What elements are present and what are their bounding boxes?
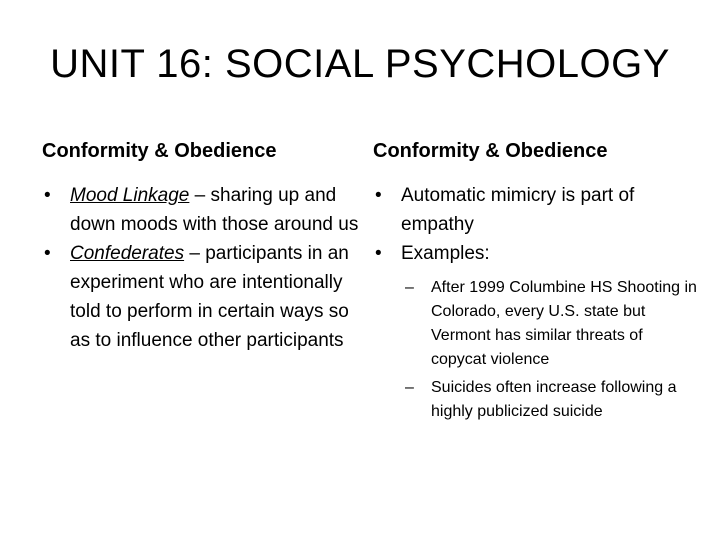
bullet-confederates: [42, 239, 362, 355]
bullet-mood-linkage: [42, 181, 362, 239]
right-column: [373, 140, 698, 424]
term-confederates: Confederates: [70, 243, 185, 264]
slide-title: UNIT 16: SOCIAL PSYCHOLOGY: [50, 42, 670, 86]
sub-bullet-suicides: – Suicides often increase following a highly publicized suicide: [373, 376, 698, 424]
examples-sub-list: [373, 276, 698, 424]
bullet-examples: [373, 239, 698, 268]
left-column-heading: Conformity & Obedience: [42, 140, 277, 162]
bullet-text: – sharing up and down moods with those around us: [70, 185, 359, 235]
bullet-automatic-mimicry: • Automatic mimicry is part of empathy: [373, 181, 698, 239]
sub-bullet-columbine: – After 1999 Columbine HS Shooting in Colorado, every U.S. state but Vermont has similar threats of copycat violence: [373, 276, 698, 372]
bullet-text: – participants in an experiment who are intentionally told to perform in certain ways so as to influence other participants: [70, 243, 349, 351]
bullet-text: Examples:: [401, 243, 490, 264]
right-column-heading: Conformity & Obedience: [373, 140, 608, 162]
right-bullet-list: [373, 181, 698, 268]
left-bullet-list: [42, 181, 362, 355]
term-mood-linkage: Mood Linkage: [70, 185, 190, 206]
left-column: [42, 140, 362, 355]
